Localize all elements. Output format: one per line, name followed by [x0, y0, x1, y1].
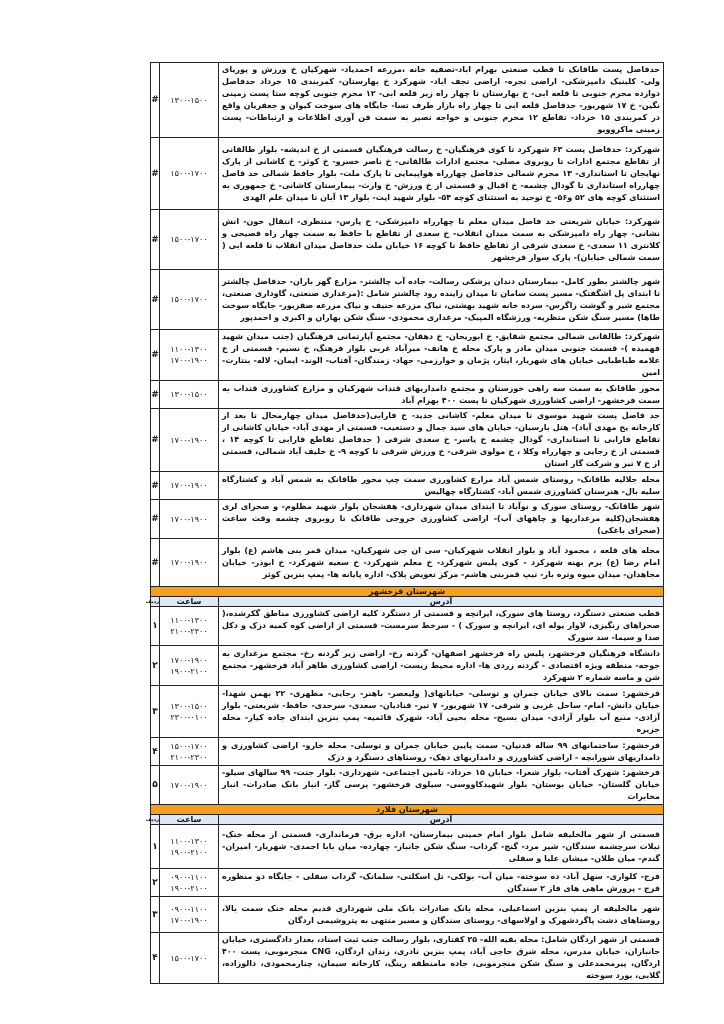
address-cell: فرج- کلواری- سهل آباد- ده سوخته- میان آب- بولکی- تل اسکلتی- سلمانک- گرداب سفلی - جایگاه دو منظوره فرج - پرورش ماهی های فاز ۲ سندگان [219, 869, 664, 897]
table-row [151, 330, 664, 381]
row-number-cell: ۳ [151, 897, 160, 933]
address-cell: فرخشهر: ساختمانهای ۹۹ ساله قدنیان- سمت پایین خیابان جمران و توسلی- محله خارو- اراضی کشاورزی و دامداریهای شورابچه - اراضی کشاورزی و دامداریهای دهک- روستاهای دستگرد و دزک [219, 738, 664, 766]
address-cell: حد فاصل پست شهید موسوی تا میدان معلم- کاشانی جدید- خ فارابی(حدفاصل میدان چهارمحال تا بعد از کارخانه یخ مهدی آباد)- هتل بارسیان- خیابان های سید جمال و دستغیب- قسمتی از مهدی آباد- خیابان کاشانی از تقاطع فارابی تا استانداری- گودال چشمه خ یاسر- خ سعدی شرقی ( حدفاصل تقاطع فارابی تا کوچه ۱۴ ، قسمتی از خ رجایی و چهارراه وکلا ، خ مولوی شرقی- خ ورزش شرقی تا کوچه ۹- خ خلیف آباد شمالی، قسمتی از خ ۷ تیر و شرکت گاز استان [219, 409, 664, 472]
table-row [151, 138, 664, 210]
table-row [151, 686, 664, 738]
address-cell: محور طاقانک به سمت سه راهی خوزستان و مجتمع دامداریهای قتداب شهرکیان و مزارع کشاورزی قتداب به سمت فرخشهر- اراضی کشاورزی شهرکیان تا پست ۴۰۰ بهرام آباد [219, 381, 664, 409]
table-row [151, 825, 664, 869]
row-number-cell: ۱ [151, 825, 160, 869]
row-number-cell: ۴ [151, 933, 160, 984]
city-title: شهرستان فلارد [151, 805, 664, 815]
time-cell: ۱۳۰۰-۱۵۰۰ [160, 63, 219, 138]
outage-schedule-sheet [145, 62, 664, 984]
row-number-cell: # [151, 330, 160, 381]
row-number-cell: ۴ [151, 738, 160, 766]
row-column-header: ردیف [145, 816, 159, 823]
address-cell: شهر مالخلیفه از پمپ بنزین اسماعیلی، محله بانک صادرات بانک ملی شهرداری قدیم محله خنک سمت بالا، روستاهای دشت پاگردشهرک و اولاسهای- روستای سندگان و مسیر منتهی به پتروشیمی اردگان [219, 897, 664, 933]
table-row [151, 270, 664, 330]
time-cell: ۱۷۰۰-۱۹۰۰ [160, 409, 219, 472]
address-cell: شهر چالشتر بطور کامل- بیمارستان دندان پزشکی رسالت- جاده آب چالشتر- مزارع گهر باران- حدفاصل چالشتر تا ابتدای پل اشگفتک- مسیر پست سامان تا میدان زاینده رود چالشتر شامل :(مرغداری صنعتی، گاوداری صنعتی، مجتمع شیر و گوشت زاگرس- سرده خانه شهید بهشتی، نیاک مزرعه حنیف و نیاک مزرعه صفریور- جایگاه سوخت طاها) مسیر سنگ شکن متظریه- ورزشگاه المپیک- مرغداری محمودی- سنگ شکن بهاران و اکبری و احمدپور [219, 270, 664, 330]
address-column-header: آدرس [219, 597, 664, 607]
address-cell: دانشگاه فرهنگیان فرخشهر، پلیس راه فرخشهر اصفهان- گردنه رخ- اراضی زیر گردنه رخ- مجتمع مرغداری به جوجه- منطقه ویژه اقتصادی - گردنه زردی ها- اداره محیط زیست- اراضی کشاورزی طاهر آباد فرخشهر- مجتمع شن و ماسه شماره ۲ شهرکرد [219, 646, 664, 686]
city-header-row [151, 587, 664, 597]
time-column-header: ساعت [160, 597, 219, 607]
row-column-header: ردیف [145, 598, 159, 605]
address-cell: حدفاصل پست طاقانک تا قطب صنعتی بهرام اباد-تصفیه خانه ،مزرعه احمدیاد- شهرکیان خ ورزش و پوریای ولی- کلینیک دامپزشکی- اراضی تجره- اراضی تجف اباد- شهرکرد خ بهارستان- کمربندی ۱۵ خرداد حدفاصل دوازده محرم جنوبی تا قلعه ابی- خ بهارستان تا چهار راه زیر قلعه ابی- ۱۲ محرم جنوبی کوچه ستا پست زمینی نگین- خ ۱۷ شهریور- حدفاصل قلعه ابی تا چهار راه بازار طرف تسا- جایگاه های سوخت کیوان و جعفریان واقع در کمربندی ۱۵ خرداد- تقاطع ۱۲ محرم جنوبی و خواجه نصیر به سمت فن آوری اطلاعات و ارتباطات- پست زمینی ماکروویو [219, 63, 664, 138]
time-cell: ۱۳۰۰-۱۵۰۰ ۲۳۰۰-۰۱۰۰ [160, 686, 219, 738]
city-title: شهرستان فرخشهر [151, 587, 664, 597]
row-number-cell: # [151, 500, 160, 539]
row-number-cell: ۳ [151, 686, 160, 738]
time-cell: ۱۱۰۰-۱۳۰۰ ۱۹۰۰-۲۱۰۰ [160, 825, 219, 869]
time-cell: ۱۷۰۰-۱۹۰۰ ۱۹۰۰-۲۱۰۰ [160, 646, 219, 686]
address-cell: شهرکرد: حدفاصل پست ۶۳ شهرکرد تا کوی فرهنگیان- خ رسالت فرهنگیان قسمتی از خ اندیشه- بلوار طالقانی از تقاطع مجتمع ادارات تا روبروی مصلی- مجتمع ادارات طالقانی- خ ناصر خسرو- خ کوثر- خ کاشانی از پارک نهایجان تا استانداری- ۱۳ محرم شمالی حدفاصل چهارراه هواپیمایی تا پارک ملت- بلوار حافظ شمالی حد فاصل چهارراه استانداری تا گودال چشمه- خ اقبال و قسمتی از خ ورزش- خ وارث- بیمارستان کاشانی- خ جمهوری به استثنای کوچه های ۵۲ و۵۶- خ توحید به استثنای کوچه ۵۴- بلوار شهید ایت- بلوار ۱۳ آبان تا میدان علم الهدی [219, 138, 664, 210]
time-cell: ۱۵۰۰-۱۷۰۰ [160, 210, 219, 270]
address-cell: محله های قلعه ، محمود آباد و بلوار انقلاب شهرکیان- سی ان جی شهرکیان- میدان قمر بنی هاشم (ع) بلوار امام رضا (ع) برم بهنه شهرکرد - کوی پلیس شهرکرد- خ معلم شهرکرد- خ سعیه شهرکرد- خ ابوذر- خیابان مجاهدان- میدان میوه وتره بار- تیپ قمربنی هاشم- مرکز تعویض پلاک- اداره پایانه ها- پمپ بنزین کوثر [219, 539, 664, 587]
table-row [151, 210, 664, 270]
time-cell: ۱۷۰۰-۱۹۰۰ [160, 766, 219, 805]
column-header-row [151, 597, 664, 607]
table-row [151, 869, 664, 897]
time-cell: ۰۹۰۰-۱۱۰۰ ۱۷۰۰-۱۹۰۰ [160, 897, 219, 933]
time-cell: ۱۱۰۰-۱۳۰۰ ۲۱۰۰-۲۳۰۰ [160, 607, 219, 646]
row-number-cell: # [151, 409, 160, 472]
city-header-row [151, 805, 664, 815]
table-row [151, 766, 664, 805]
address-cell: فرخشهر: سمت بالای خیابان جمران و توسلی- خیابانهای( ولیعصر- باهنر- رجایی- مطهری- ۲۲ بهمن شهدا- خیابان دانش- امام- ساحل غربی و شرقی- ۱۷ شهریور- ۷ تیر- قنادیان- سعدی- سرحدی- حافظ- شریعتی- بلوار آزادی- منبع آب بلوار آزادی- میدان بسیج- محله بحیی آباد- شهرک قائمیه- پمپ بنزین ابتدای جاده کیار- محله جزیره [219, 686, 664, 738]
time-cell: ۱۵۰۰-۱۷۰۰ [160, 270, 219, 330]
row-number-cell: # [151, 138, 160, 210]
row-number-cell: ۵ [151, 766, 160, 805]
address-cell: قسمتی از شهر اردگان شامل: محله بقیه الله- ۲۵ کفتاری، بلوار رسالت جنب ثبت اسناد، بعداز دادگستری، خیابان جانبازان، خیابان مدرس، محله شرق حاجی آباد، پمپ بنزین نادری، زندان اردگان، CNG منجرموبی، پست ۴۰۰ اردگان، پیرمحمدعلی و سنگ شکن منجرموبی، جاده مامنطقه رینگ، کارخانه سیمان، چنارمحمودی، دالوزاده، گلابی، بورد سوخته [219, 933, 664, 984]
schedule-table [145, 62, 664, 984]
time-cell: ۱۳۰۰-۱۵۰۰ [160, 381, 219, 409]
table-row [151, 472, 664, 500]
row-number-cell: # [151, 381, 160, 409]
address-cell: محله جلالیه طاقانک- روستای شمس آباد مزارع کشاورزی سمت چپ محور طاقانک به شمس آباد و کشتارگاه سلیه بال- هنرستان کشاورزی شمس آباد- کشتارگاه چهالیس [219, 472, 664, 500]
row-number-cell: ۲ [151, 869, 160, 897]
time-cell: ۱۱۰۰-۱۳۰۰ ۱۷۰۰-۱۹۰۰ [160, 330, 219, 381]
row-number-cell: # [151, 539, 160, 587]
table-row [151, 63, 664, 138]
table-row [151, 539, 664, 587]
time-cell: ۱۷۰۰-۱۹۰۰ [160, 539, 219, 587]
address-cell: شهر طاقانک- روستای سورک و نوآباد تا ابتدای میدان شهرداری- هفشجان بلوار شهید مظلوم- و صحرای لری هفشجان(کلیه مرغداریها و چاههای آب)- اراضی کشاورزی خروجی طاقانک تا روبروی چشمه وقت ساعت (صحرای باغکی) [219, 500, 664, 539]
row-number-cell: # [151, 63, 160, 138]
row-number-cell: ۱ [151, 607, 160, 646]
time-cell: ۰۹۰۰-۱۱۰۰ ۱۹۰۰-۲۱۰۰ [160, 869, 219, 897]
table-row [151, 607, 664, 646]
row-number-cell: ۲ [151, 646, 160, 686]
time-cell: ۱۵۰۰-۱۷۰۰ ۲۱۰۰-۲۳۰۰ [160, 738, 219, 766]
row-number-cell: # [151, 210, 160, 270]
table-row [151, 381, 664, 409]
address-cell: قطب صنعتی دستگرد، روستا های سورک، ایرانچه و قسمتی از دستگرد کلیه اراضی کشاورزی مناطق گکرشده،( صحراهای زنگیزی، لاوار یوله ای، ایرانچه و سورک ) - سرخط سرمست- قسمتی از اراضی کوه کمیه دزک و دکل صدا و سیما- سد سورک [219, 607, 664, 646]
row-number-cell: # [151, 472, 160, 500]
time-column-header: ساعت [160, 815, 219, 825]
time-cell: ۱۷۰۰-۱۹۰۰ [160, 500, 219, 539]
address-column-header: آدرس [219, 815, 664, 825]
column-header-row [151, 815, 664, 825]
address-cell: شهرکرد: طالقانی شمالی مجتمع شقایق- خ ابوریحان- خ دهقان- مجتمع آپارتمانی فرهنگیان (جنب میدان شهید فهمیده )- قسمت جنوبی میدان مادر و پارک محله خ هاتف- میرآباد غربی بلوار فرهنگ، خ نسیم- قسمتی از خ علامه طباطبایی خیابان های شهریار، ایثار، پژمان و خوارزمی- جهاد- زمندگان- آفتاب- الوند- ایمان- لاله- بنتارت- امین [219, 330, 664, 381]
table-row [151, 933, 664, 984]
table-row [151, 409, 664, 472]
table-row [151, 897, 664, 933]
table-row [151, 646, 664, 686]
table-row [151, 500, 664, 539]
address-cell: فرخشهر: شهرک آفتاب- بلوار شعرا- خیابان ۱۵ خرداد- تامین اجتماعی- شهرداری- بلوار جنت- ۹۹ سالهای سیلو- خیابان گلستان- خیابان بوستان- بلوار شهیدکاووسی- سیلوی فرخشهر- پرسی گاز- انبار بانک صادرات- انبار مخابرات [219, 766, 664, 805]
time-cell: ۱۷۰۰-۱۹۰۰ [160, 472, 219, 500]
address-cell: قسمتی از شهر مالخلیفه شامل بلوار امام خمینی بیمارستان- اداره برق- فرمانداری- قسمتی از محله خنک- تبلات سرچشمه سندگان- شیر مرد- گنج- گرداب- سنگ شکن جانباز- چهارده- میان بابا احمدی- شهریار- امیران- گندم- میان طلان- میشان علیا و سفلی [219, 825, 664, 869]
time-cell: ۱۵۰۰-۱۷۰۰ [160, 933, 219, 984]
table-row [151, 738, 664, 766]
time-cell: ۱۵۰۰-۱۷۰۰ [160, 138, 219, 210]
row-number-cell: # [151, 270, 160, 330]
address-cell: شهرکرد: خیابان شریعتی حد فاصل میدان معلم تا چهارراه دامپزشکی- خ پارس- منتظری- انتقال خون- اتش نشانی- چهار راه دامپزشکی به سمت میدان انقلاب- خ سعدی از تقاطع با حافظ به سمت چهار راه فصیحی و کلانتری ۱۱ سعدی- خ سعدی شرقی از تقاطع حافظ تا کوچه ۱۶ خیابان ملت حدفاصل میدان انقلاب تا قلعه ابی ( سمت شمالی خیابان)- پارک سوار فرخشهر [219, 210, 664, 270]
